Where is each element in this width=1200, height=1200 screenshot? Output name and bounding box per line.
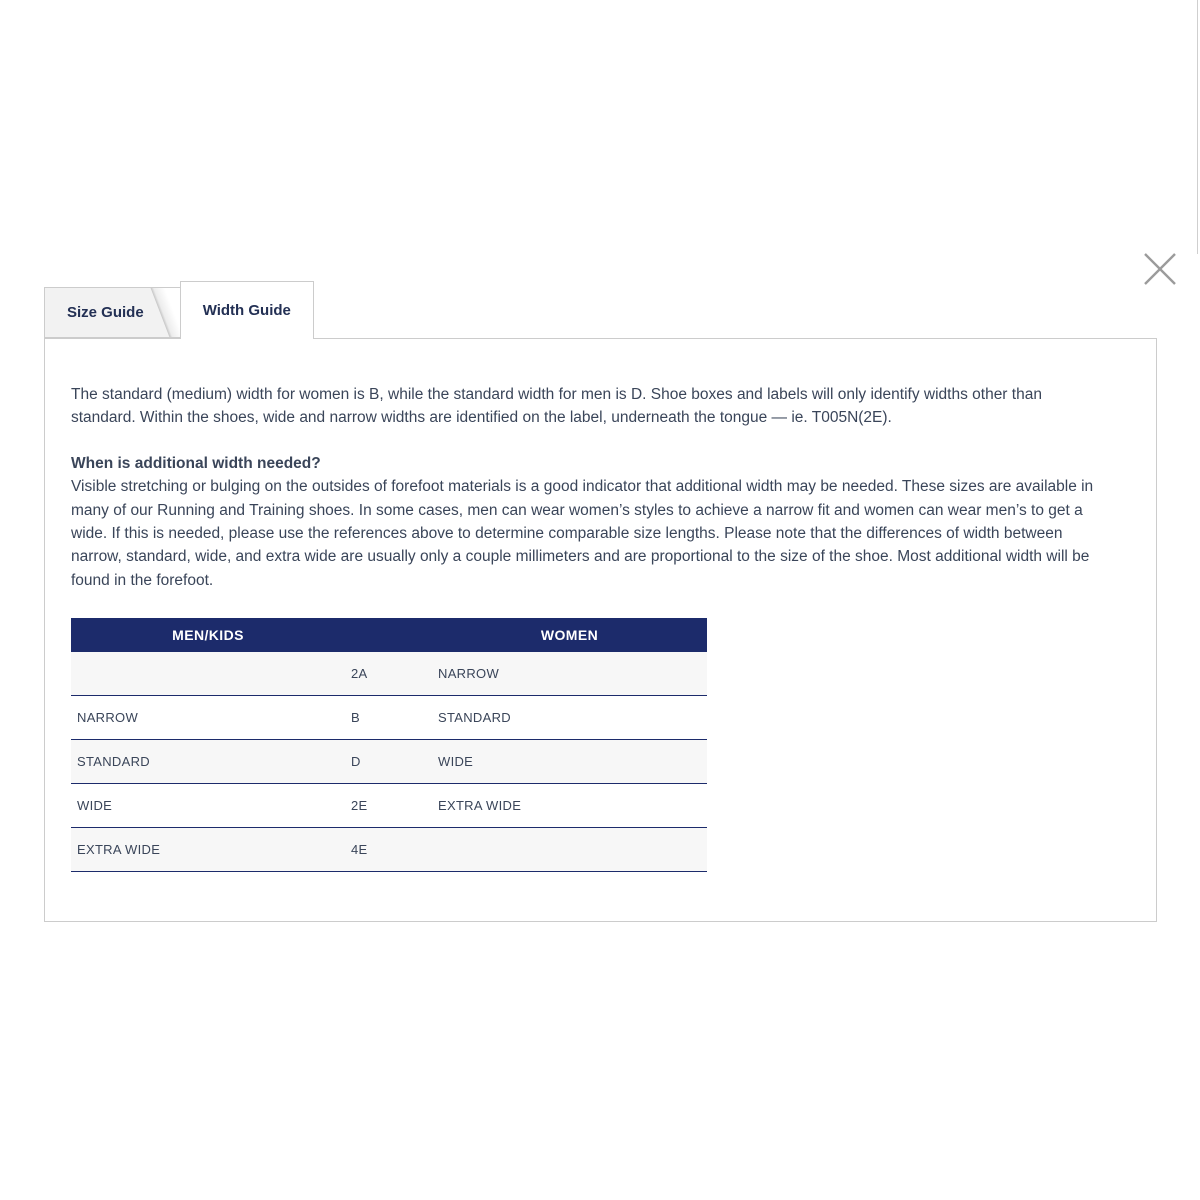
answer-paragraph: Visible stretching or bulging on the outsides of forefoot materials is a good indicator that additional width may be needed. These sizes are available in many of our Running and Training shoes. In some cases, men can wear women’s styles to achieve a narrow fit and women can wear men’s to get a wide. If this is needed, please use the references above to determine comparable size lengths. Please note that the differences of width between narrow, standard, wide, and extra wide are usually only a couple millimeters and are proportional to the size of the shoe. Most additional width will be found in the forefoot.	[71, 478, 1094, 589]
width-guide-panel	[44, 338, 1157, 922]
question-heading: When is additional width needed?	[71, 454, 321, 472]
close-button[interactable]	[1142, 251, 1178, 287]
table-row	[71, 828, 707, 872]
header-men-kids: MEN/KIDS	[172, 627, 244, 644]
tab-size-guide-label: Size Guide	[67, 304, 144, 321]
header-women: WOMEN	[540, 627, 599, 644]
width-comparison-table	[71, 618, 707, 872]
women-cell: STANDARD	[438, 710, 511, 726]
tab-width-guide-label: Width Guide	[202, 302, 291, 319]
tab-width-guide[interactable]	[180, 281, 314, 339]
table-row	[71, 784, 707, 828]
table-header-row	[71, 618, 707, 652]
guide-tabs	[44, 281, 314, 339]
table-body	[71, 652, 707, 872]
men-cell: EXTRA WIDE	[77, 842, 161, 858]
men-cell: NARROW	[77, 710, 139, 726]
women-cell: WIDE	[438, 754, 474, 770]
code-cell: D	[351, 754, 361, 770]
code-cell: B	[351, 710, 360, 726]
code-cell: 4E	[351, 842, 368, 858]
table-row	[71, 696, 707, 740]
women-cell: EXTRA WIDE	[438, 798, 522, 814]
close-icon	[1142, 251, 1178, 287]
tab-size-guide[interactable]	[44, 287, 180, 338]
table-row	[71, 740, 707, 784]
code-cell: 2A	[351, 666, 368, 682]
page-edge-line	[1197, 0, 1198, 254]
intro-paragraph: The standard (medium) width for women is B, while the standard width for men is D. Shoe boxes and labels will only identify widths other than standard. Within the shoes, wide and narrow widths are identified on the label, underneath the tongue — ie. T005N(2E).	[71, 386, 1042, 427]
code-cell: 2E	[351, 798, 368, 814]
men-cell: STANDARD	[77, 754, 150, 770]
women-cell: NARROW	[438, 666, 500, 682]
men-cell: WIDE	[77, 798, 113, 814]
table-row	[71, 652, 707, 696]
